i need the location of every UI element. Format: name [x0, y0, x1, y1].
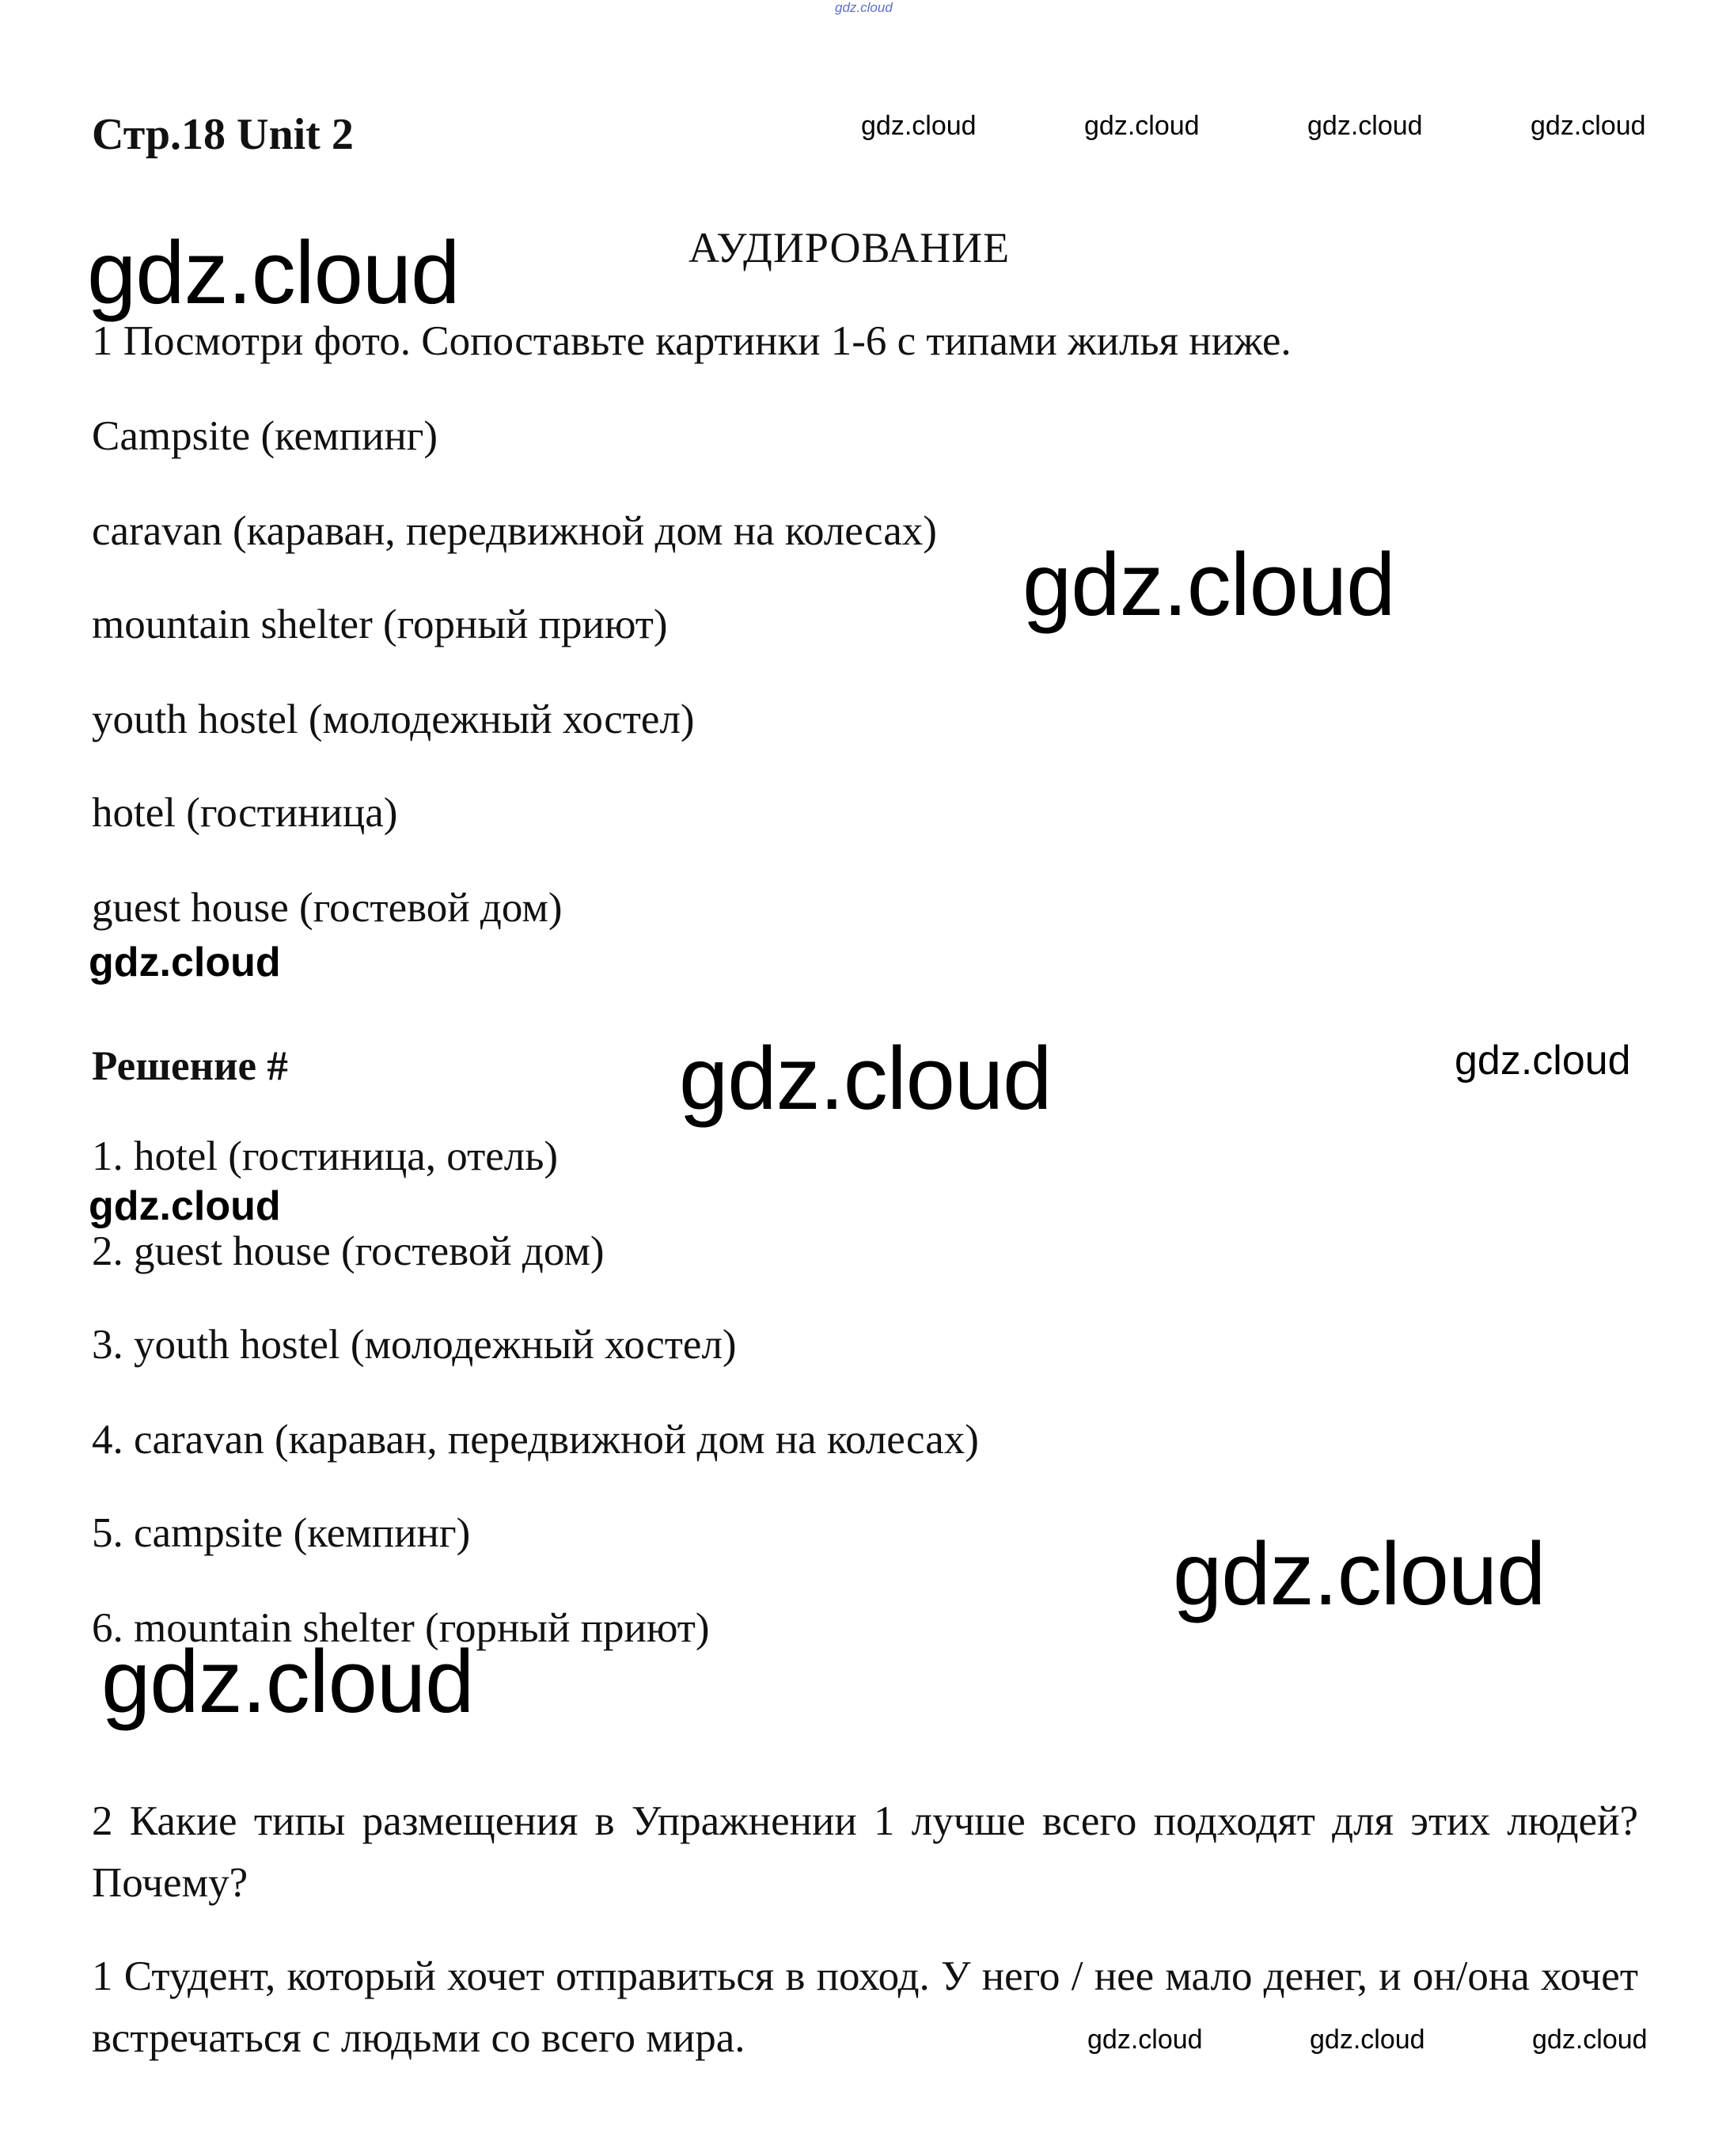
watermark: gdz.cloud — [679, 1029, 1052, 1128]
task2-prompt: 2 Какие типы размещения в Упражнении 1 лучше всего подходят для этих людей? Почему? — [92, 1798, 1638, 1906]
watermark: gdz.cloud — [1022, 535, 1395, 634]
watermark: gdz.cloud — [1307, 111, 1423, 141]
top-watermark: gdz.cloud — [835, 0, 893, 15]
watermark: gdz.cloud — [1087, 2025, 1203, 2055]
watermark: gdz.cloud — [1532, 2025, 1648, 2055]
watermark: gdz.cloud — [1455, 1038, 1631, 1084]
option-item: caravan (караван, передвижной дом на колесах) — [92, 508, 937, 554]
option-item: youth hostel (молодежный хостел) — [92, 697, 695, 742]
watermark: gdz.cloud — [1310, 2025, 1425, 2055]
option-item: guest house (гостевой дом) — [92, 885, 563, 931]
watermark: gdz.cloud — [1084, 111, 1200, 141]
section-title: АУДИРОВАНИЕ — [689, 224, 1011, 271]
answer-item: 2. guest house (гостевой дом) — [92, 1228, 605, 1274]
task1-prompt: 1 Посмотри фото. Сопоставьте картинки 1-6 с типами жилья ниже. — [92, 318, 1292, 364]
solution-heading: Решение # — [92, 1043, 288, 1089]
answer-item: 3. youth hostel (молодежный хостел) — [92, 1322, 737, 1368]
watermark: gdz.cloud — [89, 1183, 281, 1229]
option-item: hotel (гостиница) — [92, 790, 398, 836]
watermark: gdz.cloud — [1173, 1524, 1546, 1623]
option-item: mountain shelter (горный приют) — [92, 602, 668, 647]
watermark: gdz.cloud — [89, 939, 281, 985]
page-title: Стр.18 Unit 2 — [92, 110, 354, 159]
option-item: Campsite (кемпинг) — [92, 413, 438, 459]
watermark: gdz.cloud — [101, 1632, 474, 1731]
answer-item: 6. mountain shelter (горный приют) — [92, 1605, 710, 1651]
watermark: gdz.cloud — [861, 111, 977, 141]
answer-item: 4. caravan (караван, передвижной дом на колесах) — [92, 1417, 979, 1463]
answer-item: 1. hotel (гостиница, отель) — [92, 1133, 559, 1179]
watermark: gdz.cloud — [1531, 111, 1646, 141]
answer-item: 5. campsite (кемпинг) — [92, 1510, 471, 1556]
watermark: gdz.cloud — [87, 223, 460, 322]
task2-item: 1 Студент, который хочет отправиться в поход. У него / нее мало денег, и он/она хочет встречаться с людьми со всего мира. — [92, 1953, 1638, 2061]
